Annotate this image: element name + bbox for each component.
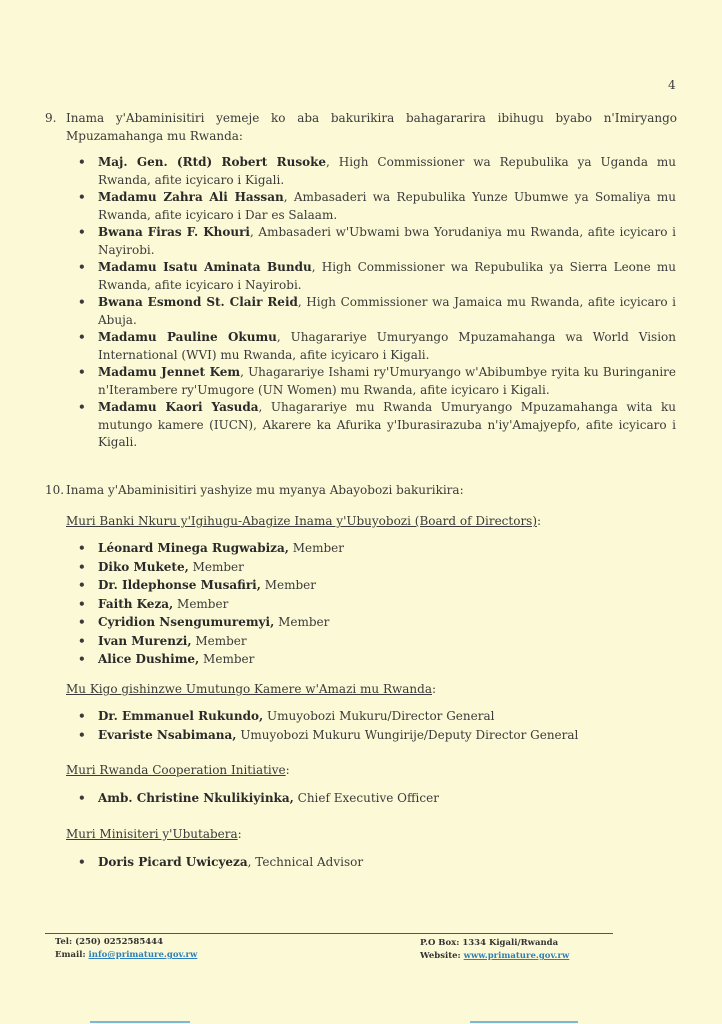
list-item [78,539,676,558]
next-page-edge [470,1021,578,1023]
appointment-list-ambassadors [78,154,676,452]
person-name: Bwana Esmond St. Clair Reid [98,295,298,309]
footer-divider [45,933,613,934]
list-item [78,294,676,329]
person-name: Diko Mukete, [98,559,189,574]
footer-address [420,937,569,963]
website-link[interactable]: www.primature.gov.rw [463,951,570,961]
list-item [78,558,676,577]
member-list [78,707,676,744]
role-description: , Ambasaderi wa Repubulika Yunze Ubumwe ya Somaliya mu Rwanda, afite icyicaro i Dar es Salaam. [98,190,677,222]
list-item [78,189,676,224]
group-heading-text: Muri Banki Nkuru y'Igihugu-Abagize Inama y'Ubuyobozi (Board of Directors) [66,514,538,528]
role-description: , Uhagarariye Ishami ry'Umuryango w'Abibumbye ryita ku Buringanire n'Iterambere ry'Umugore (UN Women) mu Rwanda, afite icyicaro i Kigali. [98,365,676,397]
group-heading [66,762,290,779]
group-heading [66,681,436,698]
role-description: Member [188,559,244,574]
person-name: Amb. Christine Nkulikiyinka, [98,791,294,805]
list-item [78,726,676,745]
person-name: Evariste Nsabimana, [98,727,237,742]
list-item [78,853,676,872]
list-item [78,259,676,294]
tel-value: (250) 0252585444 [75,937,163,947]
email-link[interactable]: info@primature.gov.rw [88,950,198,960]
role-description: Member [191,633,247,648]
role-description: Member [173,596,229,611]
list-item [78,364,676,399]
tel-label: Tel: [55,937,73,947]
group-heading-text: Muri Minisiteri y'Ubutabera [66,827,238,841]
person-name: Bwana Firas F. Khouri [98,225,250,239]
section-number: 9. [45,111,57,125]
colon: : [432,682,437,696]
role-description: Member [199,652,255,666]
po-box: P.O Box: 1334 Kigali/Rwanda [420,938,559,948]
role-description: Umuyobozi Mukuru Wungirije/Deputy Director General [236,727,579,742]
list-item [78,595,676,614]
list-item [78,650,676,669]
person-name: Dr. Ildephonse Musafiri, [98,578,261,592]
person-name: Faith Keza, [98,596,174,611]
website-label: Website: [420,951,461,961]
role-description: , High Commissioner wa Jamaica mu Rwanda, afite icyicaro i Abuja. [98,295,676,327]
role-description: Member [288,541,345,555]
section-text: Inama y'Abaminisitiri yashyize mu myanya Abayobozi bakurikira: [66,483,464,497]
role-description: Member [274,615,330,629]
section-text: Inama y'Abaminisitiri yemeje ko aba bakurikira bahagararira ibihugu byabo n'Imiryango Mpuzamahanga mu Rwanda: [66,111,677,143]
person-name: Madamu Kaori Yasuda [98,400,259,414]
group-heading [66,826,242,843]
role-description: , Ambasaderi w'Ubwami bwa Yorudaniya mu Rwanda, afite icyicaro i Nayirobi. [98,225,676,257]
list-item [78,399,676,452]
colon: : [237,827,242,841]
person-name: Alice Dushime, [98,652,200,666]
person-name: Madamu Jennet Kem [98,365,241,379]
list-item [78,329,676,364]
person-name: Léonard Minega Rugwabiza, [98,541,289,555]
group-heading [66,513,541,530]
role-description: Umuyobozi Mukuru/Director General [263,709,495,723]
member-list [78,789,676,808]
colon: : [537,514,542,528]
colon: : [285,763,290,777]
next-page-edge [90,1021,190,1023]
group-heading-text: Muri Rwanda Cooperation Initiative [66,763,286,777]
person-name: Madamu Pauline Okumu [98,330,277,344]
person-name: Madamu Zahra Ali Hassan [98,190,284,204]
person-name: Cyridion Nsengumuremyi, [98,615,275,629]
footer-contact [55,936,197,962]
person-name: Ivan Murenzi, [98,633,192,648]
person-name: Maj. Gen. (Rtd) Robert Rusoke [98,155,327,169]
member-list [78,539,676,669]
section-10-intro [45,482,677,500]
role-description: , Technical Advisor [247,855,364,869]
section-number: 10. [45,483,65,497]
role-description: Member [260,578,317,592]
section-9-intro [45,110,677,145]
list-item [78,224,676,259]
role-description: Chief Executive Officer [293,791,439,805]
person-name: Dr. Emmanuel Rukundo, [98,709,264,723]
role-description: , Uhagarariye mu Rwanda Umuryango Mpuzamahanga wita ku mutungo kamere (IUCN), Akarere ka Afurika y'Iburasirazuba n'iy'Amajyepfo, afite icyicaro i Kigali. [98,400,676,449]
list-item [78,632,676,651]
person-name: Doris Picard Uwicyeza [98,855,248,869]
list-item [78,576,676,595]
list-item [78,707,676,726]
list-item [78,154,676,189]
list-item [78,789,676,808]
group-heading-text: Mu Kigo gishinzwe Umutungo Kamere w'Amazi mu Rwanda [66,682,432,696]
list-item [78,613,676,632]
person-name: Madamu Isatu Aminata Bundu [98,260,312,274]
role-description: , High Commissioner wa Repubulika ya Uganda mu Rwanda, afite icyicaro i Kigali. [98,155,677,187]
page-number: 4 [668,78,676,92]
email-label: Email: [55,950,86,960]
role-description: , High Commissioner wa Repubulika ya Sierra Leone mu Rwanda, afite icyicaro i Nayirobi. [98,260,676,292]
member-list [78,853,676,872]
role-description: , Uhagarariye Umuryango Mpuzamahanga wa World Vision International (WVI) mu Rwanda, afite icyicaro i Kigali. [98,330,676,362]
